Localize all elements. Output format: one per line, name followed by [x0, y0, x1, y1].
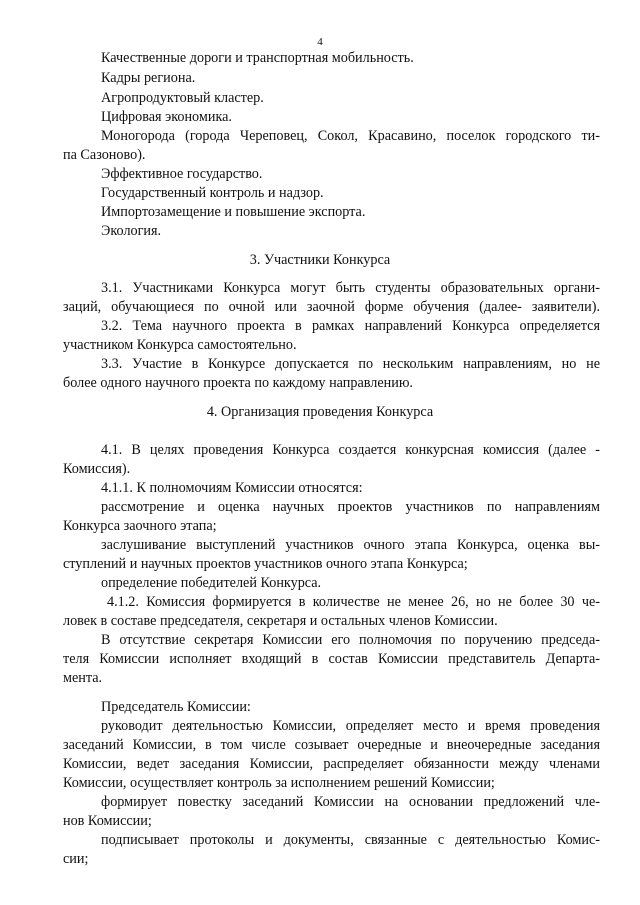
paragraph-line: В отсутствие секретаря Комиссии его полномочия по поручению председа-: [101, 632, 600, 648]
direction-item-continued: па Сазоново).: [63, 147, 146, 163]
paragraph-line: 3.1. Участниками Конкурса могут быть студенты образовательных органи-: [101, 280, 600, 296]
paragraph-line: ловек в составе председателя, секретаря и остальных членов Комиссии.: [63, 613, 498, 629]
chair-heading: Председатель Комиссии:: [101, 699, 251, 715]
paragraph-line: 4.1.2. Комиссия формируется в количестве не менее 26, но не более 30 че-: [107, 594, 600, 610]
direction-item: Эффективное государство.: [101, 166, 263, 182]
paragraph-line: 4.1.1. К полномочиям Комиссии относятся:: [101, 480, 363, 496]
direction-item: Государственный контроль и надзор.: [101, 185, 324, 201]
paragraph-line: мента.: [63, 670, 103, 686]
paragraph-line: заслушивание выступлений участников очного этапа Конкурса, оценка вы-: [101, 537, 600, 553]
paragraph-line: 3.2. Тема научного проекта в рамках направлений Конкурса определяется: [101, 318, 600, 334]
paragraph-line: Комиссия).: [63, 461, 131, 477]
section-heading: 3. Участники Конкурса: [249, 252, 391, 268]
paragraph-line: заций, обучающиеся по очной или заочной форме обучения (далее- заявители).: [63, 299, 600, 315]
paragraph-line: ступлений и научных проектов участников очного этапа Конкурса;: [63, 556, 468, 572]
page-number: 4: [317, 36, 323, 48]
paragraph-line: сии;: [63, 851, 89, 867]
paragraph-line: Комиссии, ведет заседания Комиссии, распределяет обязанности между членами: [63, 756, 600, 772]
paragraph-line: подписывает протоколы и документы, связанные с деятельностью Комис-: [101, 832, 600, 848]
paragraph-line: нов Комиссии;: [63, 813, 152, 829]
paragraph-line: формирует повестку заседаний Комиссии на основании предложений чле-: [101, 794, 600, 810]
direction-item: Кадры региона.: [101, 70, 196, 86]
paragraph-line: теля Комиссии исполняет входящий в состав Комиссии представитель Департа-: [63, 651, 600, 667]
paragraph-line: 3.3. Участие в Конкурсе допускается по нескольким направлениям, но не: [101, 356, 600, 372]
paragraph-line: участником Конкурса самостоятельно.: [63, 337, 297, 353]
paragraph-line: 4.1. В целях проведения Конкурса создается конкурсная комиссия (далее -: [101, 442, 600, 458]
paragraph-line: Конкурса заочного этапа;: [63, 518, 217, 534]
paragraph-line: определение победителей Конкурса.: [101, 575, 322, 591]
paragraph-line: заседаний Комиссии, в том числе созывает очередные и внеочередные заседания: [63, 737, 600, 753]
paragraph-line: рассмотрение и оценка научных проектов участников по направлениям: [101, 499, 600, 515]
section-heading: 4. Организация проведения Конкурса: [206, 404, 434, 420]
direction-item: Цифровая экономика.: [101, 109, 232, 125]
direction-item: Агропродуктовый кластер.: [101, 90, 264, 106]
direction-item: Экология.: [101, 223, 162, 239]
paragraph-line: руководит деятельностью Комиссии, определяет место и время проведения: [101, 718, 600, 734]
direction-item: Качественные дороги и транспортная мобильность.: [101, 50, 414, 66]
direction-item: Моногорода (города Череповец, Сокол, Красавино, поселок городского ти-: [101, 128, 600, 144]
direction-item: Импортозамещение и повышение экспорта.: [101, 204, 366, 220]
paragraph-line: Комиссии, осуществляет контроль за исполнением решений Комиссии;: [63, 775, 495, 791]
paragraph-line: более одного научного проекта по каждому направлению.: [63, 375, 413, 391]
